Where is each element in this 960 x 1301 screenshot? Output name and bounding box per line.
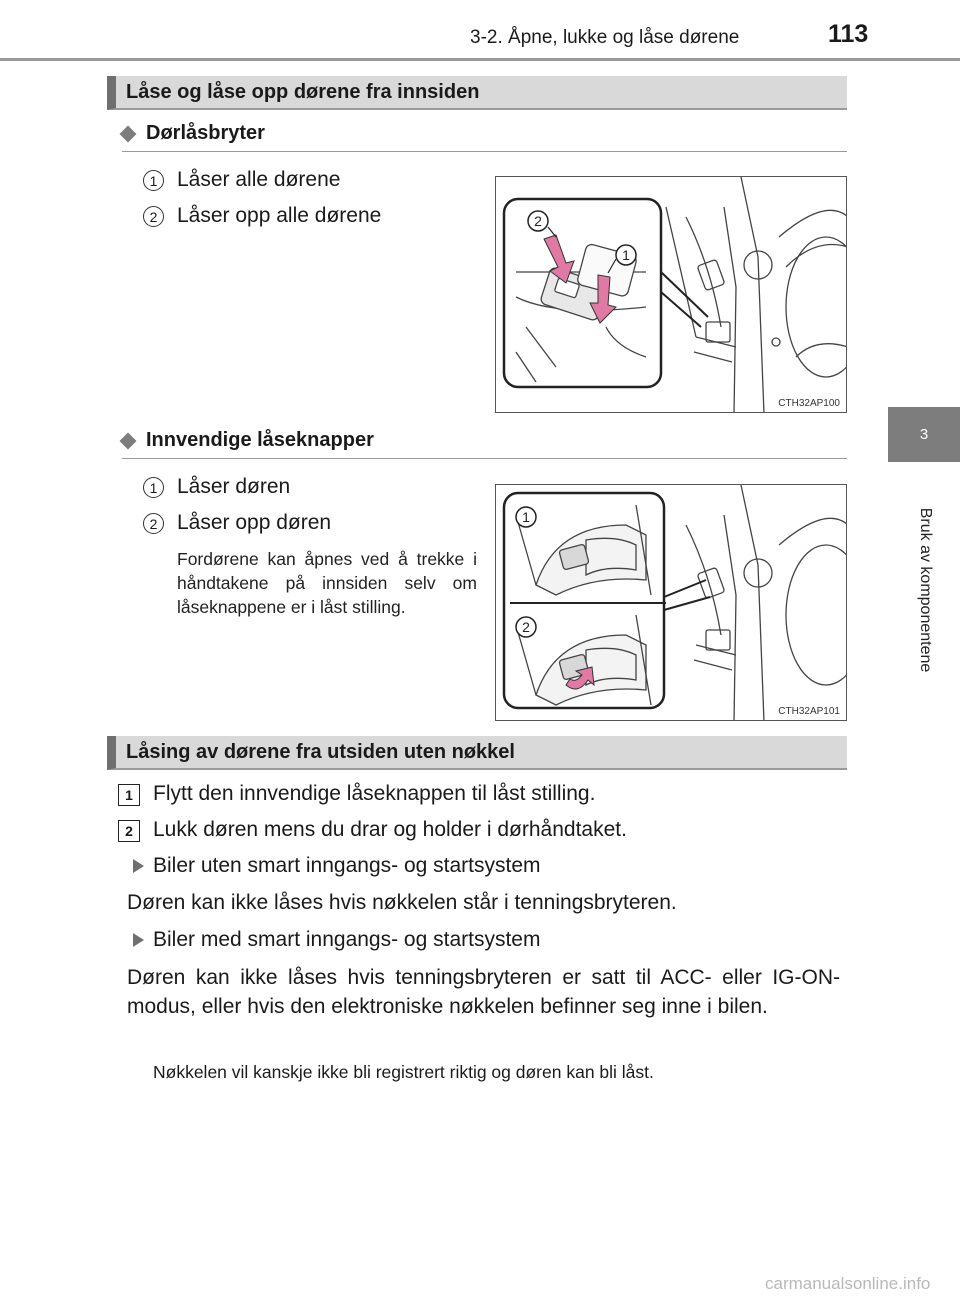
diamond-bullet-icon: [120, 432, 137, 449]
watermark: carmanualsonline.info: [765, 1274, 931, 1293]
chapter-tab: [888, 407, 960, 462]
item-unlock-door: Låser opp døren: [177, 511, 332, 534]
figure-inside-lock-buttons: [495, 484, 847, 721]
section-heading-outside: [107, 736, 847, 770]
item-lock-door: Låser døren: [177, 475, 291, 498]
door-lock-switch-illustration: [496, 177, 847, 413]
item-number-circle: 1: [143, 170, 164, 191]
chapter-tab-number: 3: [919, 426, 929, 443]
section-heading-inside-text: Låse og låse opp dørene fra innsiden: [126, 80, 480, 103]
subheading-rule: [122, 151, 847, 152]
case-without-smart-entry-text: Døren kan ikke låses hvis nøkkelen står i tenningsbryteren.: [127, 891, 677, 914]
section-heading-inside: [107, 76, 847, 110]
step-number-box: 1: [118, 784, 140, 806]
case-with-smart-entry-text: Døren kan ikke låses hvis tenningsbryteren er satt til ACC- eller IG-ON-modus, eller hvis den elektroniske nøkkelen befinner seg inne i bilen.: [127, 966, 840, 1018]
triangle-bullet-icon: [133, 933, 144, 947]
section-heading-outside-text: Låsing av dørene fra utsiden uten nøkkel: [126, 740, 515, 763]
subheading-rule: [122, 458, 847, 459]
key-registration-note: Nøkkelen vil kanskje ikke bli registrert riktig og døren kan bli låst.: [153, 1062, 654, 1082]
triangle-bullet-icon: [133, 859, 144, 873]
step-number-box: 2: [118, 820, 140, 842]
svg-text:2: 2: [534, 213, 542, 229]
inside-lock-buttons-illustration: [496, 485, 847, 721]
item-number-circle: 2: [143, 513, 164, 534]
svg-text:1: 1: [622, 247, 630, 263]
chapter-label-text: Bruk av komponentene: [917, 507, 934, 673]
item-number-circle: 2: [143, 206, 164, 227]
svg-text:1: 1: [522, 509, 530, 525]
figure-code: CTH32AP101: [778, 706, 840, 717]
step-move-lock-button: Flytt den innvendige låseknappen til låst stilling.: [153, 782, 596, 805]
front-doors-note: Fordørene kan åpnes ved å trekke i håndtakene på innsiden selv om låseknappene er i låst stilling.: [177, 549, 477, 617]
subheading-door-lock-switch: [122, 122, 265, 145]
subheading-door-lock-switch-text: Dørlåsbryter: [146, 122, 265, 144]
case-with-smart-entry: Biler med smart inngangs- og startsystem: [153, 928, 541, 951]
chapter-label: [905, 470, 945, 710]
step-close-door: Lukk døren mens du drar og holder i dørhåndtaket.: [153, 818, 627, 841]
subheading-inside-lock-buttons-text: Innvendige låseknapper: [146, 429, 374, 451]
figure-code: CTH32AP100: [778, 398, 840, 409]
header-title: 3-2. Åpne, lukke og låse dørene: [470, 27, 740, 48]
figure-door-lock-switch: [495, 176, 847, 413]
svg-text:2: 2: [522, 619, 530, 635]
item-unlock-all: Låser opp alle dørene: [177, 204, 382, 227]
subheading-inside-lock-buttons: [122, 429, 374, 452]
page-number: 113: [828, 20, 869, 48]
item-number-circle: 1: [143, 477, 164, 498]
item-lock-all: Låser alle dørene: [177, 168, 341, 191]
diamond-bullet-icon: [120, 125, 137, 142]
case-without-smart-entry: Biler uten smart inngangs- og startsystem: [153, 854, 541, 877]
header-rule: [0, 58, 960, 61]
